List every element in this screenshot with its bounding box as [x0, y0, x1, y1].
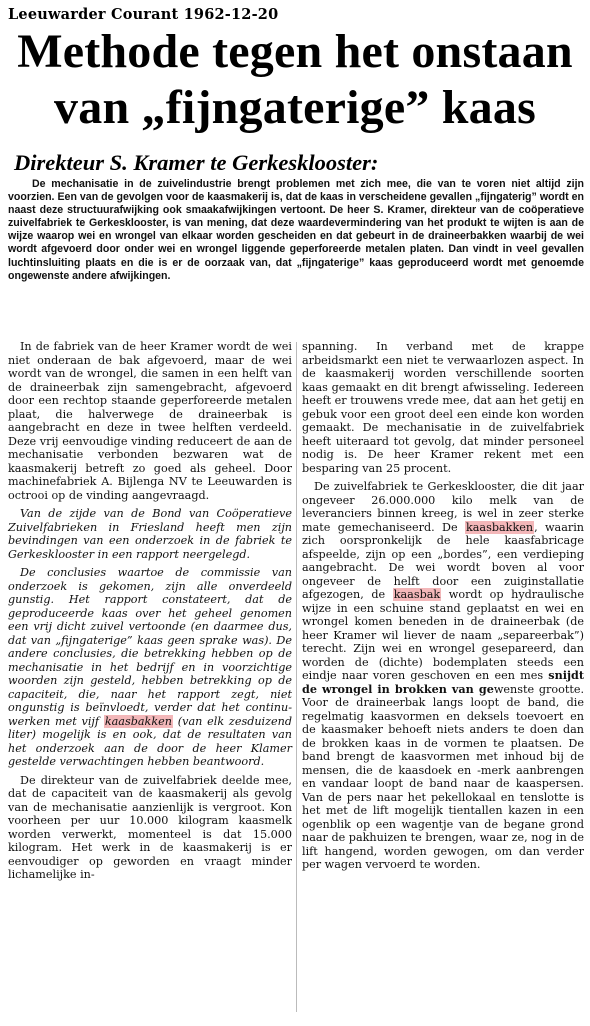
newspaper-source: Leeuwarder Courant 1962-12-20 [8, 6, 279, 23]
article-column-left [8, 340, 292, 887]
text-span: wordt op hydraulische wijze in een schuine stand geplaatst en wei en wrongel komen beneden in de draineerbak (de heer Kramer wil liever de naam „separeerbak”) terecht. Zijn wei en wrongel gesepareerd, dan worden de (dichte) bodemplaten steeds een eindje naar voren geschoven en een mes [302, 588, 585, 682]
text-span: De zuivelfabriek te Gerkesklooster, die dit jaar ongeveer 26.000.000 kilo melk van de leveranciers binnen kreeg, is wel in zeer sterke mate gemechaniseerd. De [302, 480, 584, 534]
column-divider [296, 342, 297, 1012]
body-paragraph: In de fabriek van de heer Kramer wordt de wei niet onderaan de bak afgevoerd, maar de wei wordt van de wrongel, die samen in een helft van de draineerbak zijn samengebracht, afgevoerd door een rechtop staande geperforeerde metalen plaat, die halverwege de draineerbak is aangebracht en deze in twee helften verdeeld. Deze vrij eenvoudige vinding reduceert de aan de mechanisatie verbonden bezwaren wat de kaasmakerij betreft zo goed als geheel. Door machinefabriek A. Bijlenga NV te Leeuwarden is octrooi op de vinding aangevraagd. [8, 340, 292, 502]
search-highlight: kaasbakken [104, 714, 172, 728]
headline-line-2: van „fijngaterige” kaas [54, 81, 536, 134]
article-column-right [302, 340, 584, 877]
bold-text-span: snijdt de wrongel in brokken van ge [302, 668, 585, 696]
body-paragraph: spanning. In verband met de krappe arbeidsmarkt een niet te verwaarlozen aspect. In de kaasmakerij worden verschillende soorten kaas gemaakt en dit brengt afwisseling. Iedereen heeft er trouwens vrede mee, dat aan het getij en gebuk voor een groot deel een einde kon worden gemaakt. De mechanisatie in de zuivelfabriek heeft uiteraard tot gevolg, dat minder personeel nodig is. De heer Kramer rekent met een besparing van 25 procent. [302, 340, 584, 475]
text-span: wenste grootte. Voor de draineerbak langs loopt de band, die regelmatig kaasvormen en deksels toevoert en de kaasmaker behoeft niets anders te doen dan de brokken kaas in de vormen te plaatsen. De band brengt de kaasvormen met inhoud bij de mensen, die de kaasdoek en -merk aanbrengen en vandaar loopt de band naar de kaaspersen. Van de pers naar het pekellokaal en tenslotte is het met de lift mogelijk tientallen kazen in een ogenblik op een wagentje van de begane grond naar de pakhuizen te brengen, waar ze, nog in de lift hangend, worden gewogen, om dan verder per wagen vervoerd te worden. [302, 682, 585, 871]
body-paragraph [8, 566, 292, 769]
body-paragraph: De direkteur van de zuivelfabriek deelde mee, dat de capaciteit van de kaasmakerij als gevolg van de mechanisatie aanzienlijk is vergroot. Kon voorheen per uur 10.000 kilogram kaasmelk worden verwerkt, momenteel is dat 15.000 kilogram. Het werk in de kaasmakerij is er eenvoudiger op geworden en vraagt minder lichamelijke in- [8, 773, 292, 881]
headline-line-1: Methode tegen het onstaan [17, 25, 573, 78]
search-highlight: kaasbak [393, 588, 441, 601]
lead-paragraph: De mechanisatie in de zuivelindustrie brengt problemen met zich mee, die van te voren niet altijd zijn voorzien. Een van de gevolgen voor de kaasmakerij is, dat de kaas in verscheidene gevallen „fijngaterig” wordt en naast deze structuurafwijking ook smaakafwijkingen vertoont. De heer S. Kramer, direkteur van de coöperatieve zuivelfabriek te Gerkesklooster, is van mening, dat deze waardevermindering van het produkt te wijten is aan de wijze waarop wei en wrongel van elkaar worden gescheiden en dat gebeurt in de draineerbakken waarbij de wei wordt afgevoerd door onder wei en wrongel liggende geperforeerde metalen platen. Dan vindt in veel gevallen luchtinsluiting plaats en die is er de oorzaak van, dat „fijngaterige” kaas geproduceerd wordt met genoemde ongewenste andere afwijkingen. [8, 178, 584, 282]
subheadline: Direkteur S. Kramer te Gerkesklooster: [14, 150, 379, 175]
text-span: (van elk zesduizend liter) mogelijk is en ook, dat de resultaten van het onderzoek aan de door de heer Klamer gestelde verwachtingen hebben beantwoord. [8, 714, 293, 768]
search-highlight: kaasbakken [465, 520, 534, 534]
body-paragraph: Van de zijde van de Bond van Coöperatieve Zuivelfabrieken in Friesland heeft men zijn bevindingen van een onderzoek in de fabriek te Gerkesklooster in een rapport neergelegd. [8, 507, 292, 561]
body-paragraph [302, 480, 584, 872]
text-span: , waarin zich oorspronkelijk de hele kaasfabricage afspeelde, zijn op een „bordes”, een verdieping aangebracht. De wei wordt boven al voor ongeveer de helft door een zuiginstallatie afgezogen, de [302, 520, 584, 601]
text-span: De conclusies waartoe de commissie van onderzoek is gekomen, zijn alle onverdeeld gunstig. Het rapport constateert, dat de geproduceerde kaas over het geheel genomen een vrij dicht zuivel vertoonde (en daarmee dus, dat van „fijngaterige” kaas geen sprake was). De andere conclusies, die betrekking hebben op de mechanisatie in het bedrijf en in voorzichtige woorden zijn gesteld, hebben betrekking op de capaciteit, die, naar het rapport zegt, niet ongunstig is beïnvloedt, verder dat het continu-werken met vijf [8, 566, 292, 728]
